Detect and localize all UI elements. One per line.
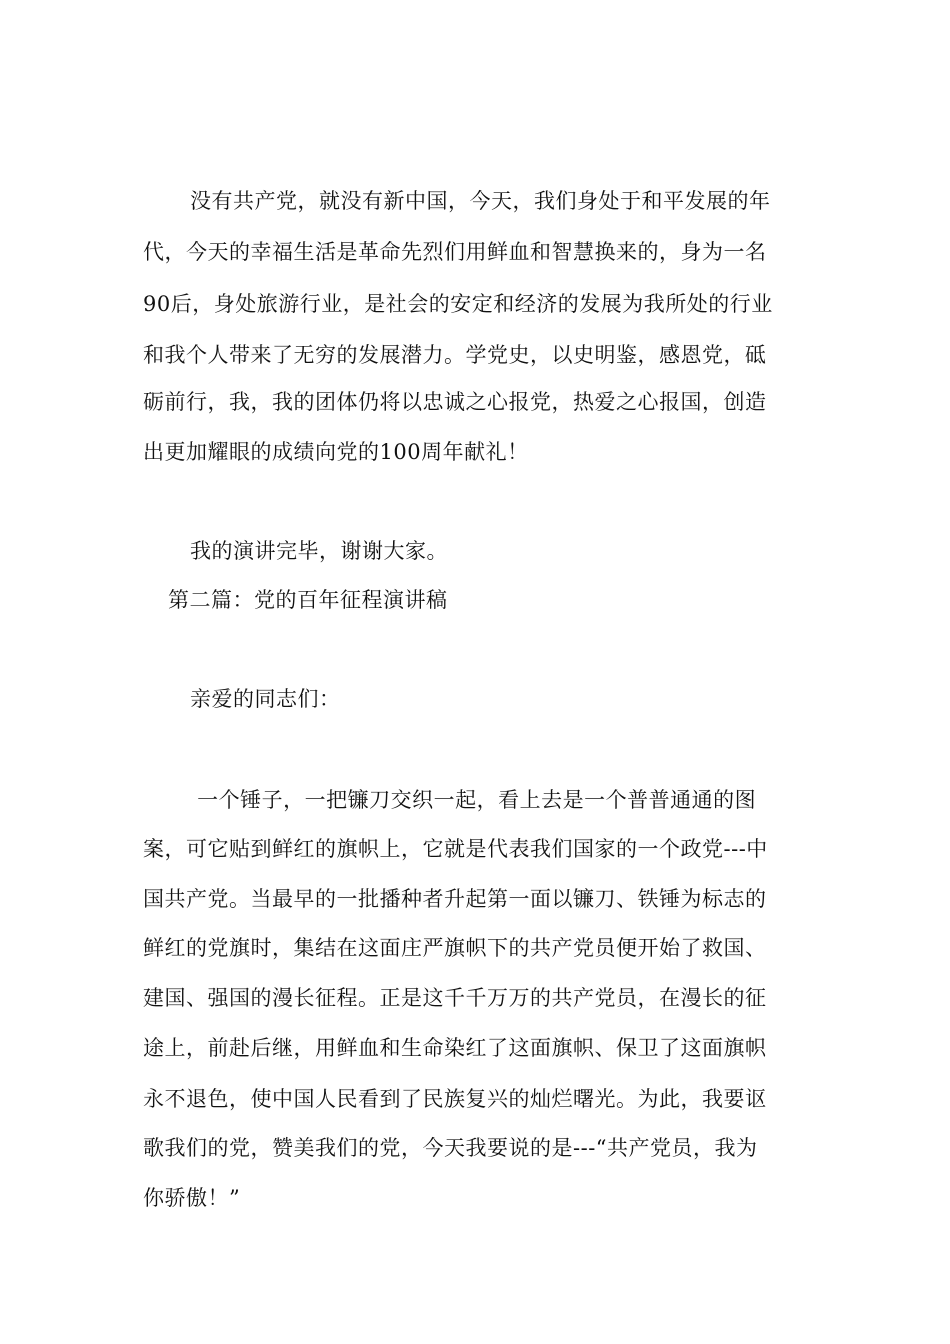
paragraph2-line-9: 你骄傲！” [143, 1186, 241, 1210]
paragraph2-line-1: 一个锤子，一把镰刀交织一起，看上去是一个普普通通的图 [190, 788, 757, 812]
paragraph1-line-4: 和我个人带来了无穷的发展潜力。学党史，以史明鉴，感恩党，砥 [143, 343, 767, 367]
paragraph2-line-7: 永不退色，使中国人民看到了民族复兴的灿烂曙光。为此，我要讴 [143, 1087, 767, 1111]
paragraph1-line-5: 砺前行，我，我的团体仍将以忠诚之心报党，热爱之心报国，创造 [143, 390, 767, 414]
paragraph2-line-4: 鲜红的党旗时，集结在这面庄严旗帜下的共产党员便开始了救国、 [143, 936, 767, 960]
paragraph2-line-5: 建国、强国的漫长征程。正是这千千万万的共产党员，在漫长的征 [143, 986, 767, 1010]
paragraph1-line-2: 代，今天的幸福生活是革命先烈们用鲜血和智慧换来的，身为一名 [143, 240, 767, 264]
paragraph2-line-8: 歌我们的党，赞美我们的党，今天我要说的是---“共产党员，我为 [143, 1136, 758, 1160]
section-title: 第二篇：党的百年征程演讲稿 [168, 588, 448, 612]
paragraph1-line-6: 出更加耀眼的成绩向党的100周年献礼！ [143, 440, 529, 464]
greeting-line: 亲爱的同志们： [190, 687, 341, 711]
paragraph1-line-3: 90后，身处旅游行业，是社会的安定和经济的发展为我所处的行业 [143, 292, 773, 316]
paragraph2-line-6: 途上，前赴后继，用鲜血和生命染红了这面旗帜、保卫了这面旗帜 [143, 1036, 767, 1060]
paragraph2-line-2: 案，可它贴到鲜红的旗帜上，它就是代表我们国家的一个政党---中 [143, 837, 768, 861]
paragraph2-line-3: 国共产党。当最早的一批播种者升起第一面以镰刀、铁锤为标志的 [143, 887, 767, 911]
paragraph1-line-1: 没有共产党，就没有新中国，今天，我们身处于和平发展的年 [190, 189, 771, 213]
closing-line: 我的演讲完毕，谢谢大家。 [190, 539, 448, 563]
